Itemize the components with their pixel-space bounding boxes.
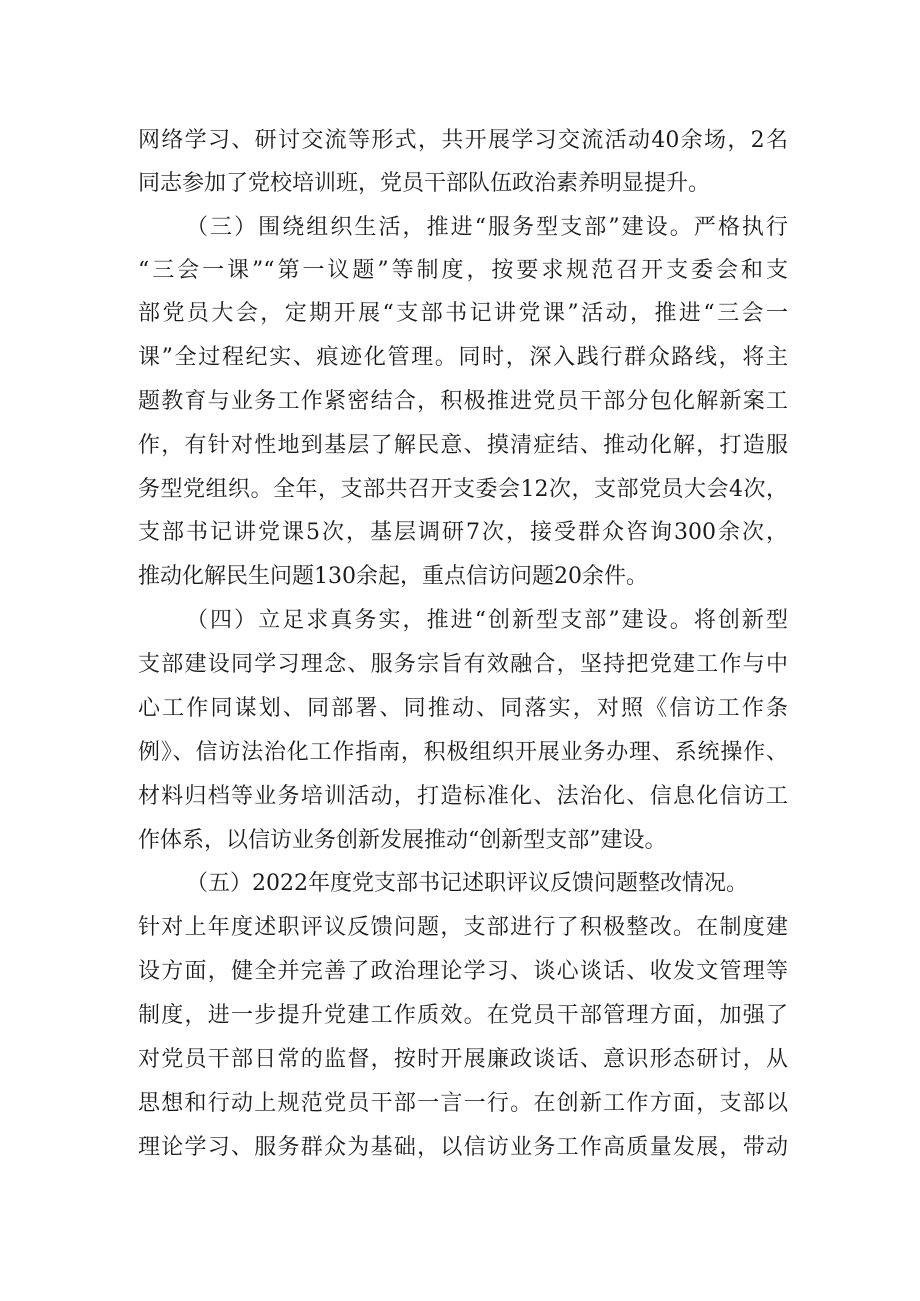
paragraph-line: 材料归档等业务培训活动，打造标准化、法治化、信息化信访工 <box>138 784 788 809</box>
paragraph-line: 务型党组织。全年，支部共召开支委会12次，支部党员大会4次， <box>138 477 788 502</box>
paragraph-line: 推动化解民生问题130余起，重点信访问题20余件。 <box>138 564 648 589</box>
paragraph-line: 网络学习、研讨交流等形式，共开展学习交流活动40余场，2名 <box>138 128 788 153</box>
paragraph-line: “三会一课”“第一议题”等制度，按要求规范召开支委会和支 <box>138 258 788 283</box>
paragraph-line: 设方面，健全并完善了政治理论学习、谈心谈话、收发文管理等 <box>138 959 788 984</box>
paragraph-line: 心工作同谋划、同部署、同推动、同落实，对照《信访工作条 <box>138 696 788 721</box>
paragraph-line: 同志参加了党校培训班，党员干部队伍政治素养明显提升。 <box>138 171 711 196</box>
paragraph-line: 思想和行动上规范党员干部一言一行。在创新工作方面，支部以 <box>138 1091 788 1116</box>
paragraph-line: （五）2022年度党支部书记述职评议反馈问题整改情况。 <box>186 871 748 896</box>
paragraph-line: （三）围绕组织生活，推进“服务型支部”建设。严格执行 <box>186 215 788 240</box>
paragraph-line: 支部建设同学习理念、服务宗旨有效融合，坚持把党建工作与中 <box>138 652 788 677</box>
paragraph-line: 课”全过程纪实、痕迹化管理。同时，深入践行群众路线，将主 <box>138 345 788 370</box>
paragraph-line: 作体系，以信访业务创新发展推动“创新型支部”建设。 <box>138 828 667 853</box>
paragraph-line: 作，有针对性地到基层了解民意、摸清症结、推动化解，打造服 <box>138 433 788 458</box>
paragraph-line: 针对上年度述职评议反馈问题，支部进行了积极整改。在制度建 <box>138 915 788 940</box>
paragraph-line: （四）立足求真务实，推进“创新型支部”建设。将创新型 <box>186 608 788 633</box>
paragraph-line: 支部书记讲党课5次，基层调研7次，接受群众咨询300余次， <box>138 520 788 545</box>
paragraph-line: 制度，进一步提升党建工作质效。在党员干部管理方面，加强了 <box>138 1003 788 1028</box>
paragraph-line: 部党员大会，定期开展“支部书记讲党课”活动，推进“三会一 <box>138 301 788 326</box>
paragraph-line: 对党员干部日常的监督，按时开展廉政谈话、意识形态研讨，从 <box>138 1047 788 1072</box>
paragraph-line: 例》、信访法治化工作指南，积极组织开展业务办理、系统操作、 <box>138 740 788 765</box>
paragraph-line: 理论学习、服务群众为基础，以信访业务工作高质量发展，带动 <box>138 1135 788 1160</box>
paragraph-line: 题教育与业务工作紧密结合，积极推进党员干部分包化解新案工 <box>138 389 788 414</box>
